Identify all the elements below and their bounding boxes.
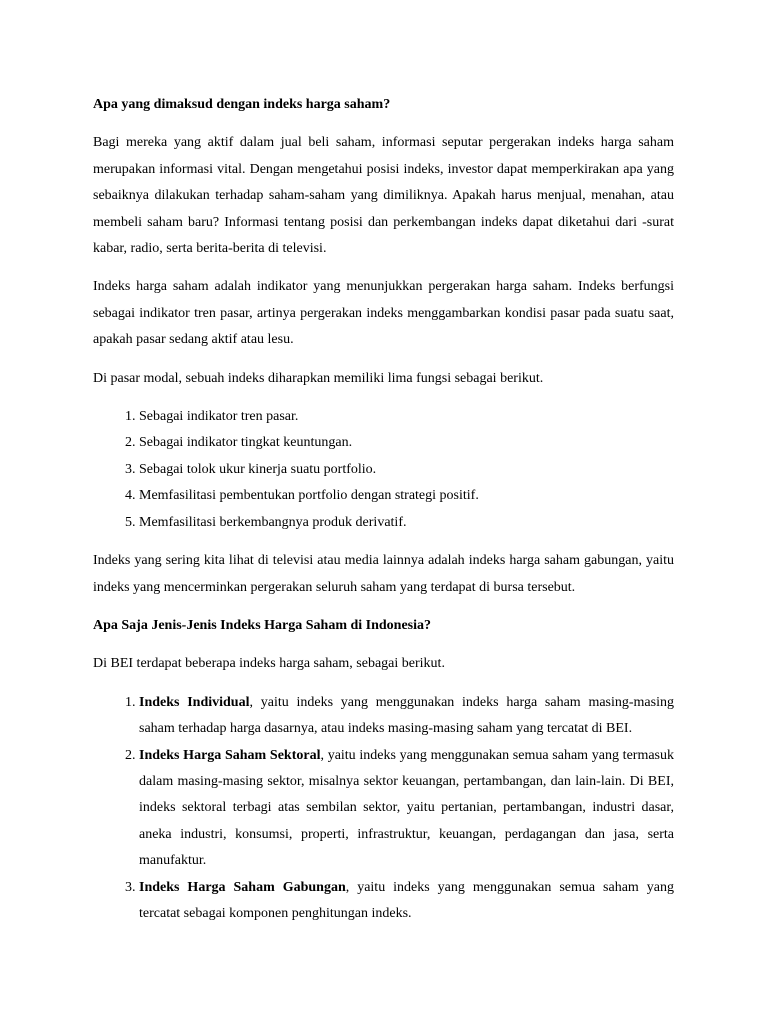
list-item: 4. Memfasilitasi pembentukan portfolio dengan strategi positif.: [139, 483, 674, 509]
term-description: , yaitu indeks yang menggunakan indeks harga saham masing-masing saham terhadap harga dasarnya, atau indeks masing-masing saham yang tercatat di BEI.: [139, 694, 674, 737]
term-description: , yaitu indeks yang menggunakan semua saham yang termasuk dalam masing-masing sektor, misalnya sektor keuangan, pertambangan, dan lain-lain. Di BEI, indeks sektoral terbagi atas sembilan sektor, yaitu pertanian, pertambangan, industri dasar, aneka industri, konsumsi, properti, infrastruktur, keuangan, perdagangan dan jasa, serta manufaktur.: [139, 747, 674, 869]
term-description: , yaitu indeks yang menggunakan semua saham yang tercatat sebagai komponen penghitungan indeks.: [139, 879, 674, 921]
term-label: Indeks Harga Saham Gabungan: [139, 879, 346, 895]
list-item: 5. Memfasilitasi berkembangnya produk derivatif.: [139, 510, 674, 536]
term-label: Indeks Harga Saham Sektoral: [139, 747, 321, 763]
functions-list: [93, 404, 674, 536]
list-item: [139, 875, 674, 928]
list-item: 2. Sebagai indikator tingkat keuntungan.: [139, 430, 674, 456]
index-types-list: [93, 690, 674, 928]
list-item: [139, 690, 674, 743]
paragraph-composite-index: Indeks yang sering kita lihat di televisi atau media lainnya adalah indeks harga saham gabungan, yaitu indeks yang mencerminkan pergerakan seluruh saham yang terdapat di bursa tersebut.: [93, 553, 674, 595]
paragraph-functions-intro: Di pasar modal, sebuah indeks diharapkan memiliki lima fungsi sebagai berikut.: [93, 370, 544, 386]
paragraph-types-intro: Di BEI terdapat beberapa indeks harga saham, sebagai berikut.: [93, 656, 445, 672]
list-item: [139, 743, 674, 875]
list-item: 1. Sebagai indikator tren pasar.: [139, 404, 674, 430]
paragraph-intro: Bagi mereka yang aktif dalam jual beli saham, informasi seputar pergerakan indeks harga saham merupakan informasi vital. Dengan mengetahui posisi indeks, investor dapat memperkirakan apa yang sebaiknya dilakukan terhadap saham-saham yang dimiliknya. Apakah harus menjual, menahan, atau membeli saham baru? Informasi tentang posisi dan perkembangan indeks dapat diketahui dari -surat kabar, radio, serta berita-berita di televisi.: [93, 135, 674, 257]
section-heading-types: Apa Saja Jenis-Jenis Indeks Harga Saham di Indonesia?: [93, 617, 432, 633]
paragraph-definition: Indeks harga saham adalah indikator yang menunjukkan pergerakan harga saham. Indeks berfungsi sebagai indikator tren pasar, artinya pergerakan indeks menggambarkan kondisi pasar pada suatu saat, apakah pasar sedang aktif atau lesu.: [93, 279, 674, 348]
section-heading-definition: Apa yang dimaksud dengan indeks harga saham?: [93, 97, 391, 112]
term-label: Indeks Individual: [139, 694, 250, 710]
list-item: 3. Sebagai tolok ukur kinerja suatu portfolio.: [139, 457, 674, 483]
